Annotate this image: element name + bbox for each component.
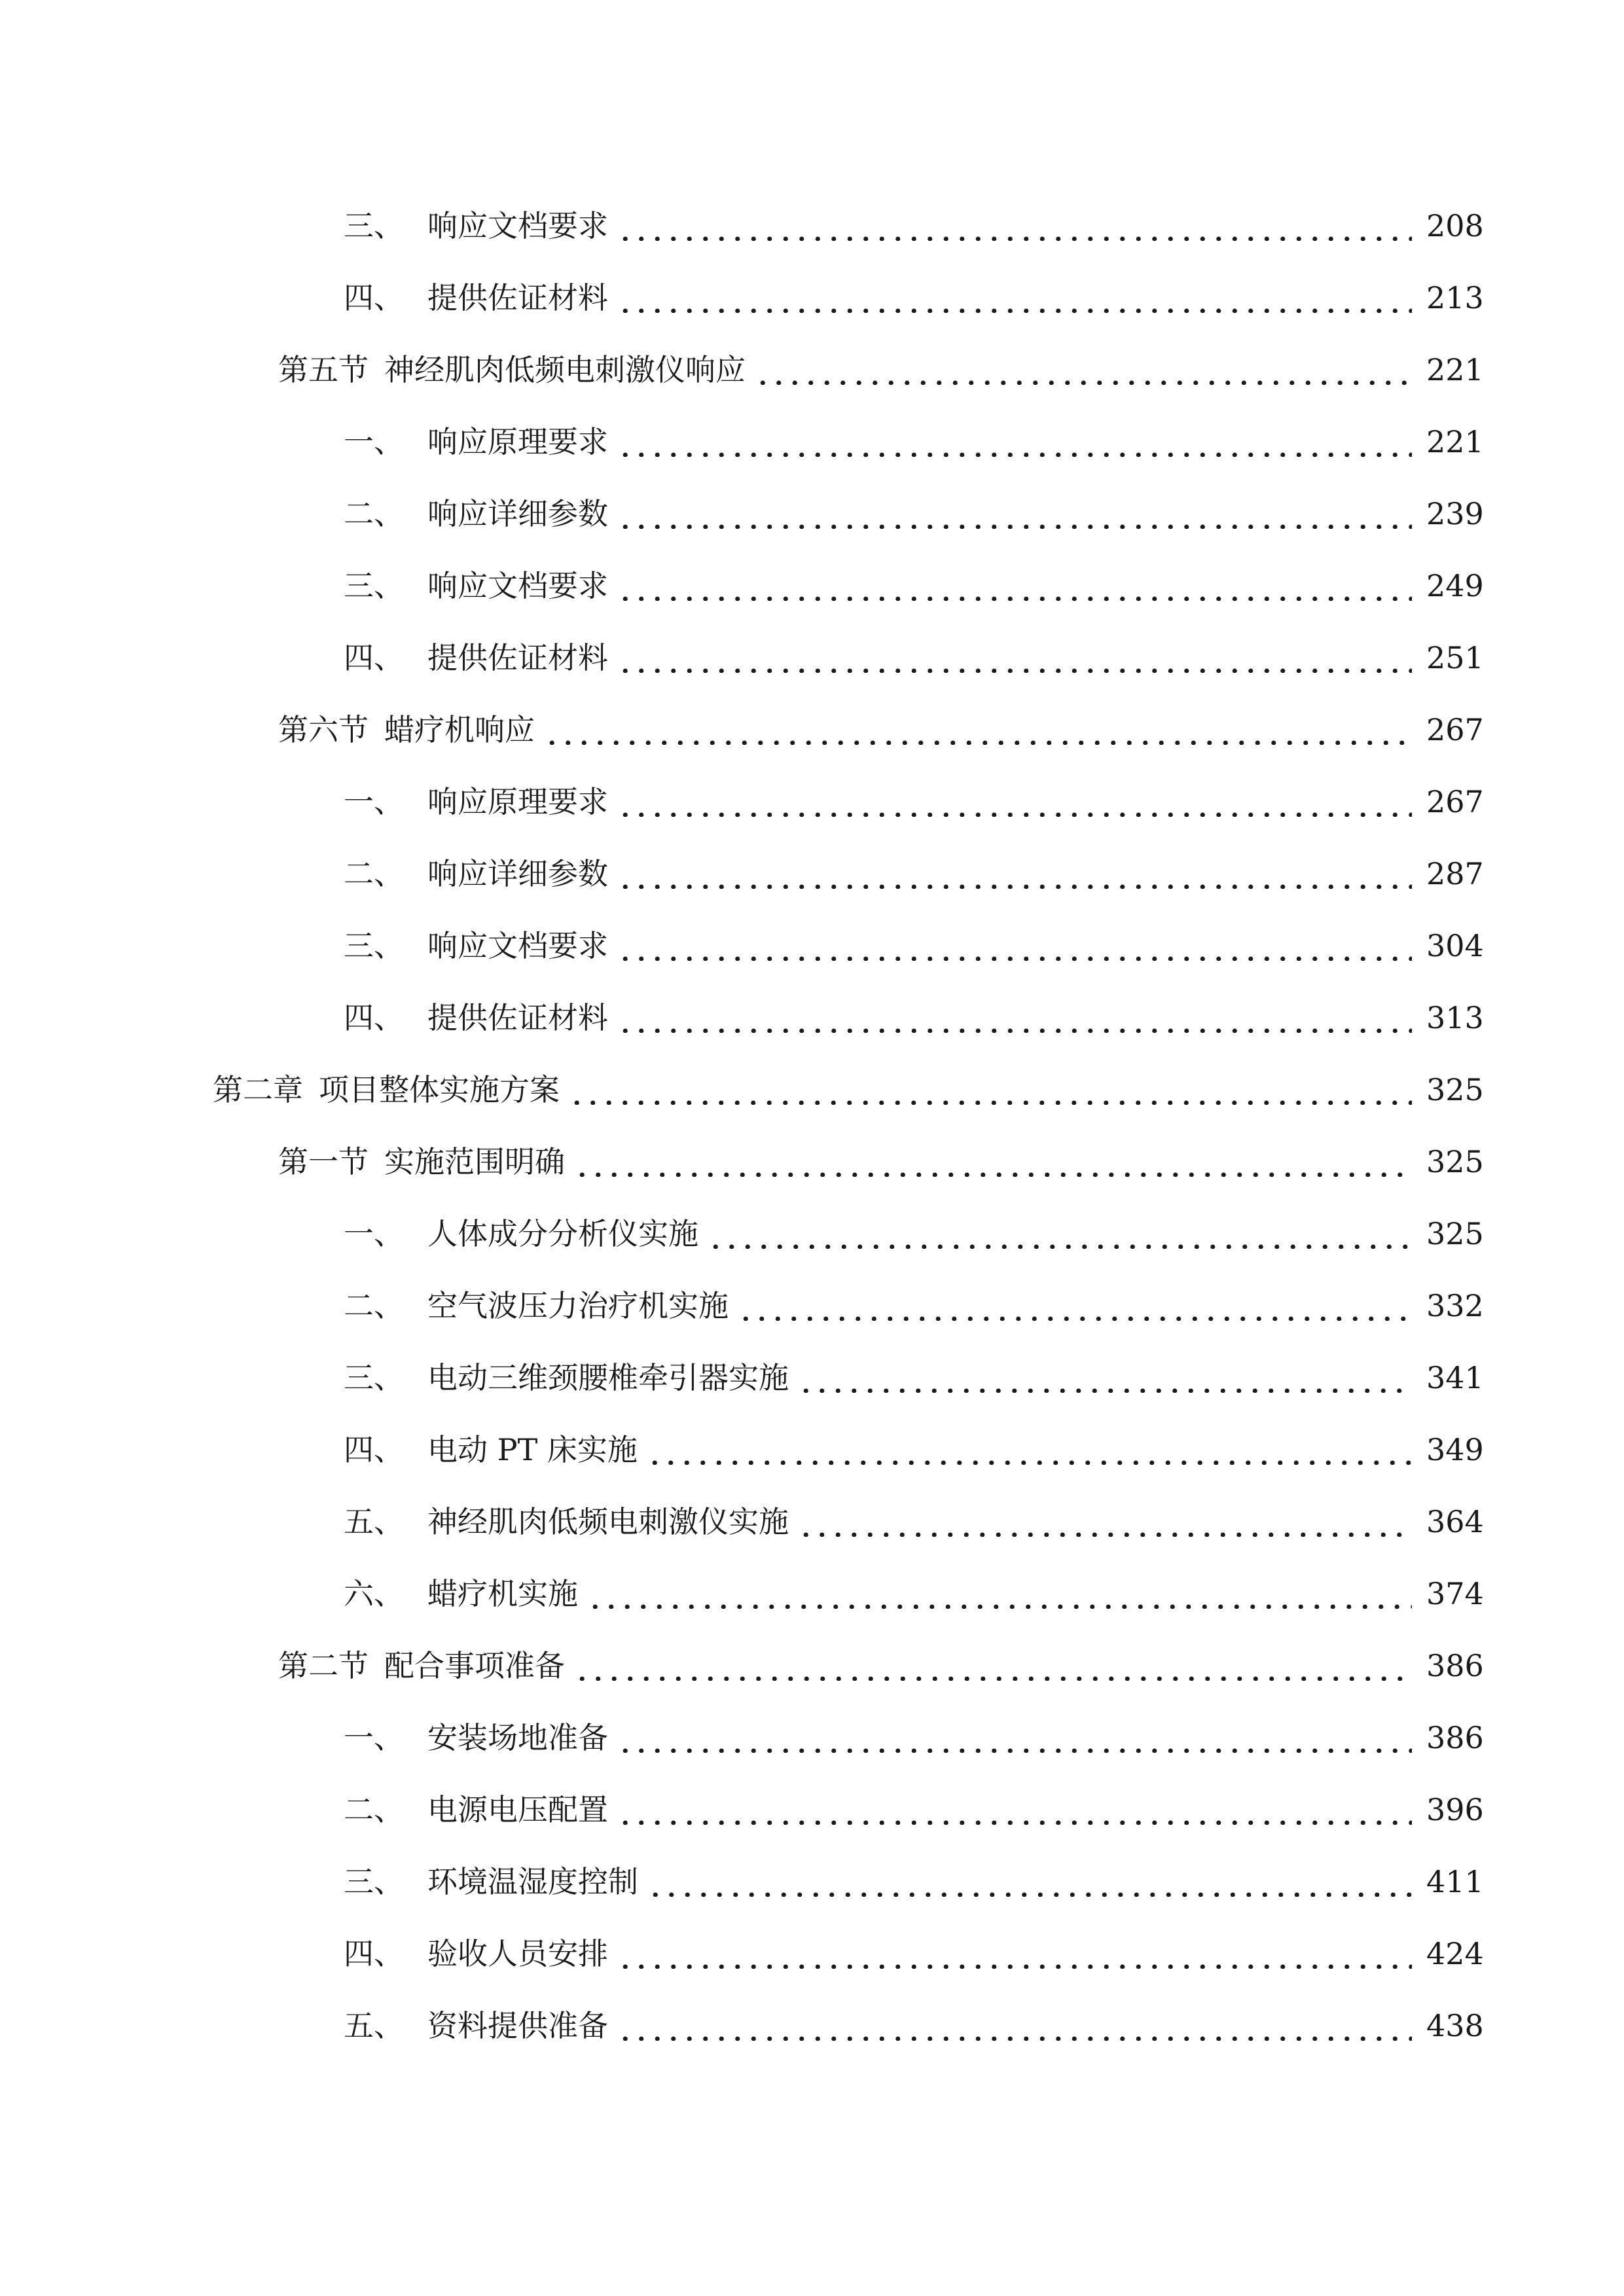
toc-entry-title: 响应原理要求 [427, 784, 608, 819]
toc-entry[interactable] [0, 1558, 1624, 1630]
toc-entry-page-number: 411 [1426, 1864, 1484, 1899]
toc-entry[interactable] [0, 262, 1624, 334]
toc-entry-title: 电源电压配置 [427, 1792, 608, 1827]
toc-entry-title: 电动 PT 床实施 [427, 1432, 638, 1467]
toc-entry-number: 四、 [344, 1432, 404, 1467]
toc-entry[interactable] [0, 1990, 1624, 2062]
toc-entry-page-number: 239 [1426, 496, 1484, 531]
toc-entry-title: 响应原理要求 [427, 424, 608, 459]
toc-entry-title: 提供佐证材料 [427, 280, 608, 315]
toc-entry-number: 五、 [344, 2008, 404, 2043]
toc-entry-number: 四、 [344, 1000, 404, 1035]
toc-entry[interactable] [0, 1918, 1624, 1990]
toc-entry-title: 实施范围明确 [384, 1144, 565, 1179]
toc-dot-leader [617, 859, 1412, 889]
toc-entry[interactable] [0, 1630, 1624, 1702]
toc-entry-title: 环境温湿度控制 [427, 1864, 638, 1899]
toc-entry-number: 三、 [344, 568, 404, 603]
toc-entry-title: 提供佐证材料 [427, 640, 608, 675]
toc-entry-page-number: 325 [1426, 1216, 1484, 1251]
toc-entry-number: 四、 [344, 640, 404, 675]
toc-entry[interactable] [0, 1054, 1624, 1126]
toc-dot-leader [617, 499, 1412, 529]
toc-dot-leader [617, 211, 1412, 241]
toc-entry-page-number: 221 [1426, 424, 1484, 459]
toc-dot-leader [798, 1363, 1412, 1393]
toc-dot-leader [617, 283, 1412, 313]
toc-entry[interactable] [0, 766, 1624, 838]
toc-entry-title: 电动三维颈腰椎牵引器实施 [427, 1360, 789, 1395]
toc-entry-page-number: 251 [1426, 640, 1484, 675]
toc-entry-title: 神经肌肉低频电刺激仪响应 [384, 352, 746, 387]
toc-entry[interactable] [0, 1774, 1624, 1846]
toc-entry[interactable] [0, 1198, 1624, 1270]
toc-entry-title: 资料提供准备 [427, 2008, 608, 2043]
toc-entry-page-number: 221 [1426, 352, 1484, 387]
toc-entry-number: 第五节 [278, 352, 369, 387]
toc-dot-leader [544, 715, 1412, 745]
toc-entry-title: 蜡疗机实施 [427, 1576, 578, 1611]
toc-dot-leader [755, 355, 1412, 385]
toc-entry-number: 五、 [344, 1504, 404, 1539]
toc-entry[interactable] [0, 478, 1624, 550]
toc-entry-page-number: 287 [1426, 856, 1484, 891]
toc-dot-leader [708, 1219, 1412, 1249]
toc-dot-leader [617, 787, 1412, 817]
toc-entry[interactable] [0, 1342, 1624, 1414]
toc-entry-page-number: 208 [1426, 208, 1484, 243]
toc-entry-page-number: 213 [1426, 280, 1484, 315]
toc-entry[interactable] [0, 838, 1624, 910]
toc-entry-title: 项目整体实施方案 [319, 1072, 560, 1107]
toc-entry[interactable] [0, 334, 1624, 406]
toc-dot-leader [574, 1147, 1412, 1177]
toc-entry[interactable] [0, 694, 1624, 766]
toc-entry-title: 人体成分分析仪实施 [427, 1216, 698, 1251]
toc-entry-page-number: 332 [1426, 1288, 1484, 1323]
toc-dot-leader [617, 1003, 1412, 1033]
toc-entry-page-number: 341 [1426, 1360, 1484, 1395]
toc-entry-number: 四、 [344, 1936, 404, 1971]
toc-entry[interactable] [0, 1486, 1624, 1558]
toc-dot-leader [587, 1579, 1412, 1609]
toc-entry-number: 三、 [344, 1360, 404, 1395]
toc-entry[interactable] [0, 1846, 1624, 1918]
toc-entry-number: 四、 [344, 280, 404, 315]
toc-entry-page-number: 349 [1426, 1432, 1484, 1467]
toc-dot-leader [617, 427, 1412, 457]
toc-entry-number: 第二节 [278, 1648, 369, 1683]
toc-entry-number: 一、 [344, 784, 404, 819]
toc-entry-page-number: 396 [1426, 1792, 1484, 1827]
toc-entry-title: 验收人员安排 [427, 1936, 608, 1971]
toc-entry-title: 响应详细参数 [427, 856, 608, 891]
toc-entry-number: 一、 [344, 1720, 404, 1755]
toc-entry-title: 空气波压力治疗机实施 [427, 1288, 729, 1323]
toc-entry-number: 二、 [344, 1792, 404, 1827]
toc-dot-leader [569, 1075, 1412, 1105]
toc-entry-page-number: 386 [1426, 1720, 1484, 1755]
toc-entry-page-number: 438 [1426, 2008, 1484, 2043]
toc-entry-number: 三、 [344, 1864, 404, 1899]
toc-dot-leader [617, 1795, 1412, 1825]
toc-dot-leader [617, 643, 1412, 673]
toc-entry-number: 一、 [344, 424, 404, 459]
toc-entry-number: 二、 [344, 1288, 404, 1323]
toc-entry[interactable] [0, 982, 1624, 1054]
toc-entry-title: 配合事项准备 [384, 1648, 565, 1683]
toc-dot-leader [617, 2011, 1412, 2041]
toc-entry-title: 响应详细参数 [427, 496, 608, 531]
toc-entry-page-number: 374 [1426, 1576, 1484, 1611]
toc-entry-page-number: 364 [1426, 1504, 1484, 1539]
toc-entry-page-number: 313 [1426, 1000, 1484, 1035]
toc-entry-page-number: 267 [1426, 784, 1484, 819]
toc-entry-number: 六、 [344, 1576, 404, 1611]
toc-entry-title: 响应文档要求 [427, 568, 608, 603]
toc-dot-leader [617, 1939, 1412, 1969]
toc-entry[interactable] [0, 1270, 1624, 1342]
toc-entry[interactable] [0, 1702, 1624, 1774]
toc-entry-page-number: 386 [1426, 1648, 1484, 1683]
toc-entry-page-number: 249 [1426, 568, 1484, 603]
toc-entry-page-number: 325 [1426, 1144, 1484, 1179]
toc-dot-leader [738, 1291, 1412, 1321]
toc-entry-title: 响应文档要求 [427, 928, 608, 963]
toc-entry-number: 二、 [344, 496, 404, 531]
toc-entry-number: 第六节 [278, 712, 369, 747]
toc-dot-leader [798, 1507, 1412, 1537]
toc-entry-title: 神经肌肉低频电刺激仪实施 [427, 1504, 789, 1539]
toc-entry[interactable] [0, 910, 1624, 982]
toc-entry[interactable] [0, 1414, 1624, 1486]
toc-entry-number: 第一节 [278, 1144, 369, 1179]
toc-entry[interactable] [0, 190, 1624, 262]
toc-entry-number: 一、 [344, 1216, 404, 1251]
toc-entry-page-number: 424 [1426, 1936, 1484, 1971]
toc-entry[interactable] [0, 1126, 1624, 1198]
toc-entry-number: 二、 [344, 856, 404, 891]
toc-entry-title: 响应文档要求 [427, 208, 608, 243]
table-of-contents [0, 190, 1624, 2062]
toc-dot-leader [617, 571, 1412, 601]
toc-entry-page-number: 304 [1426, 928, 1484, 963]
toc-entry-page-number: 325 [1426, 1072, 1484, 1107]
toc-entry-title: 蜡疗机响应 [384, 712, 535, 747]
toc-dot-leader [617, 1723, 1412, 1753]
toc-entry-title: 提供佐证材料 [427, 1000, 608, 1035]
toc-entry-page-number: 267 [1426, 712, 1484, 747]
toc-dot-leader [647, 1867, 1412, 1897]
toc-dot-leader [617, 931, 1412, 961]
toc-entry[interactable] [0, 406, 1624, 478]
toc-entry-number: 三、 [344, 208, 404, 243]
toc-dot-leader [574, 1651, 1412, 1681]
toc-dot-leader [647, 1435, 1412, 1465]
toc-entry-number: 三、 [344, 928, 404, 963]
toc-entry[interactable] [0, 622, 1624, 694]
toc-entry-number: 第二章 [213, 1072, 303, 1107]
toc-entry[interactable] [0, 550, 1624, 622]
toc-entry-title: 安装场地准备 [427, 1720, 608, 1755]
